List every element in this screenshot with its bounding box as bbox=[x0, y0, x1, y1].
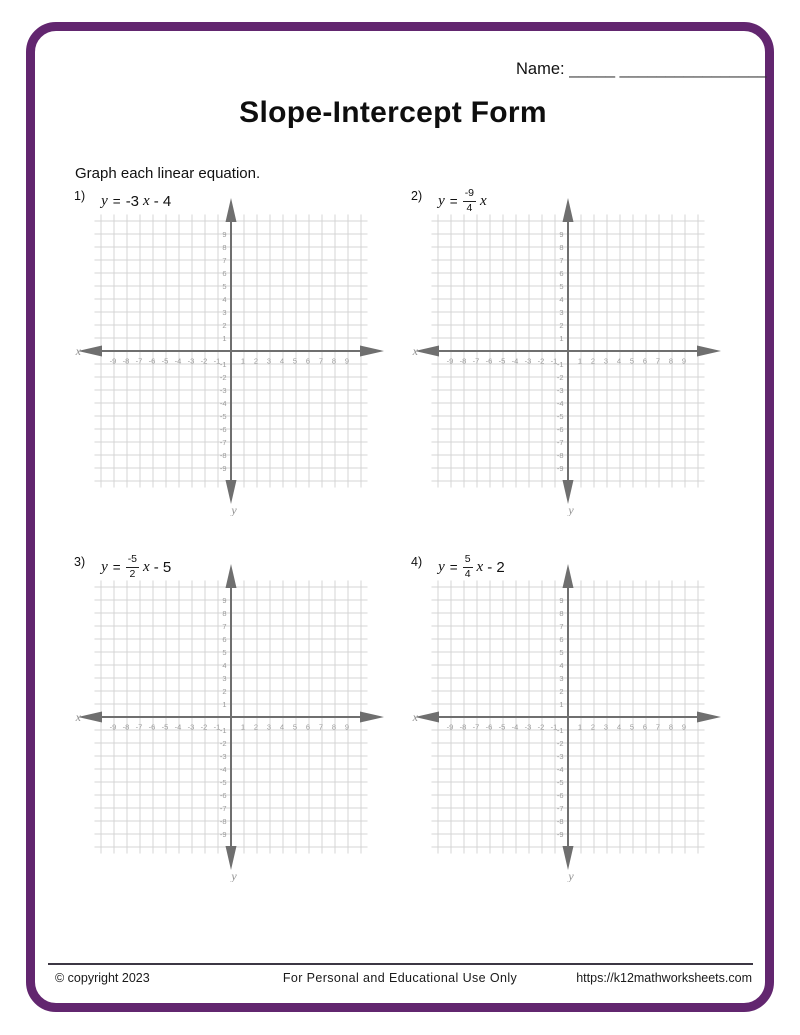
y-tick-label: -6 bbox=[556, 790, 564, 800]
x-tick-label: -5 bbox=[161, 722, 169, 732]
y-tick-label: 6 bbox=[559, 634, 564, 644]
x-tick-label: 9 bbox=[681, 722, 687, 732]
equation-variable: x bbox=[143, 192, 150, 209]
y-tick-label: 6 bbox=[559, 268, 564, 278]
y-tick-label: -1 bbox=[556, 725, 564, 735]
y-tick-label: 1 bbox=[222, 333, 227, 343]
x-tick-label: 4 bbox=[616, 722, 622, 732]
copyright-text: © copyright 2023 bbox=[55, 971, 150, 985]
y-tick-label: -8 bbox=[556, 450, 564, 460]
equation bbox=[101, 186, 171, 216]
x-tick-label: -8 bbox=[459, 356, 467, 366]
equation-lhs: y bbox=[101, 192, 108, 209]
x-tick-label: -6 bbox=[485, 356, 493, 366]
equation-lhs: y bbox=[101, 558, 108, 575]
x-tick-label: 8 bbox=[331, 356, 337, 366]
x-tick-label: 3 bbox=[266, 722, 272, 732]
x-tick-label: -9 bbox=[446, 356, 454, 366]
coordinate-grid bbox=[66, 186, 396, 516]
axis-arrowhead bbox=[415, 346, 439, 357]
x-tick-label: 4 bbox=[279, 722, 285, 732]
problem-block bbox=[403, 186, 733, 516]
equation-constant: - 4 bbox=[153, 192, 172, 210]
y-axis-letter: y bbox=[231, 869, 237, 882]
equation-row bbox=[74, 552, 171, 582]
problem-number: 4) bbox=[411, 555, 423, 569]
axis-arrowhead bbox=[226, 846, 237, 870]
x-tick-label: 9 bbox=[344, 356, 350, 366]
y-tick-label: -3 bbox=[219, 385, 227, 395]
equation-lhs: y bbox=[438, 192, 445, 209]
y-tick-label: -9 bbox=[556, 829, 564, 839]
y-tick-label: 4 bbox=[559, 294, 564, 304]
y-tick-label: -5 bbox=[219, 777, 227, 787]
equation bbox=[438, 186, 487, 216]
equation-variable: x bbox=[480, 192, 487, 209]
x-tick-label: -3 bbox=[524, 356, 532, 366]
x-tick-label: 2 bbox=[253, 722, 259, 732]
y-tick-label: 4 bbox=[559, 660, 564, 670]
problem-number: 1) bbox=[74, 189, 86, 203]
axis-arrowhead bbox=[697, 346, 721, 357]
x-axis-letter: x bbox=[75, 710, 81, 724]
x-tick-label: -4 bbox=[511, 722, 519, 732]
y-tick-label: 4 bbox=[222, 660, 227, 670]
x-tick-label: -3 bbox=[524, 722, 532, 732]
y-tick-label: 7 bbox=[559, 621, 564, 631]
x-tick-label: 5 bbox=[292, 722, 298, 732]
equation bbox=[101, 552, 171, 582]
x-tick-label: -2 bbox=[537, 356, 545, 366]
x-tick-label: -2 bbox=[200, 722, 208, 732]
x-tick-label: -5 bbox=[498, 356, 506, 366]
y-tick-label: 3 bbox=[559, 307, 564, 317]
y-tick-label: -2 bbox=[219, 738, 227, 748]
y-tick-label: -8 bbox=[219, 816, 227, 826]
coefficient-fraction bbox=[463, 554, 473, 579]
instruction-text: Graph each linear equation. bbox=[75, 165, 261, 182]
x-axis-letter: x bbox=[412, 344, 418, 358]
x-tick-label: 8 bbox=[668, 722, 674, 732]
x-tick-label: -4 bbox=[174, 356, 182, 366]
x-tick-label: -2 bbox=[537, 722, 545, 732]
y-tick-label: 6 bbox=[222, 634, 227, 644]
y-tick-label: -9 bbox=[219, 463, 227, 473]
x-tick-label: 9 bbox=[681, 356, 687, 366]
equation-row bbox=[411, 186, 487, 216]
x-tick-label: 5 bbox=[292, 356, 298, 366]
x-tick-label: 8 bbox=[331, 722, 337, 732]
x-tick-label: 5 bbox=[629, 356, 635, 366]
x-tick-label: -5 bbox=[498, 722, 506, 732]
x-tick-label: 1 bbox=[577, 356, 583, 366]
problem-number: 2) bbox=[411, 189, 423, 203]
y-tick-label: -5 bbox=[219, 411, 227, 421]
problem-number: 3) bbox=[74, 555, 86, 569]
y-tick-label: 3 bbox=[222, 673, 227, 683]
axis-arrowhead bbox=[563, 846, 574, 870]
x-tick-label: -1 bbox=[213, 722, 221, 732]
axis-arrowhead bbox=[415, 712, 439, 723]
x-tick-label: 4 bbox=[279, 356, 285, 366]
x-tick-label: 7 bbox=[318, 356, 324, 366]
y-tick-label: -9 bbox=[219, 829, 227, 839]
y-tick-label: 3 bbox=[222, 307, 227, 317]
y-tick-label: -6 bbox=[219, 424, 227, 434]
x-tick-label: -7 bbox=[472, 722, 480, 732]
axis-arrowhead bbox=[78, 712, 102, 723]
x-tick-label: 3 bbox=[603, 356, 609, 366]
x-tick-label: 2 bbox=[590, 722, 596, 732]
equation bbox=[438, 552, 505, 582]
fraction-numerator: 5 bbox=[463, 554, 473, 567]
equation-constant: - 5 bbox=[153, 558, 172, 576]
y-tick-label: 3 bbox=[559, 673, 564, 683]
x-tick-label: 1 bbox=[577, 722, 583, 732]
y-tick-label: -7 bbox=[219, 437, 227, 447]
coefficient-fraction bbox=[126, 554, 139, 579]
y-tick-label: -4 bbox=[219, 764, 227, 774]
x-tick-label: -6 bbox=[485, 722, 493, 732]
y-tick-label: -3 bbox=[219, 751, 227, 761]
x-tick-label: 6 bbox=[642, 722, 648, 732]
y-tick-label: 5 bbox=[222, 281, 227, 291]
axis-arrowhead bbox=[563, 480, 574, 504]
x-tick-label: -9 bbox=[109, 722, 117, 732]
equation-row bbox=[411, 552, 505, 582]
y-tick-label: -2 bbox=[556, 738, 564, 748]
x-tick-label: -4 bbox=[511, 356, 519, 366]
equation-constant: - 2 bbox=[487, 558, 505, 576]
x-tick-label: 3 bbox=[603, 722, 609, 732]
y-tick-label: 9 bbox=[559, 229, 564, 239]
name-blank-line: _____ ________________ bbox=[569, 60, 767, 78]
coordinate-grid bbox=[403, 186, 733, 516]
usage-text: For Personal and Educational Use Only bbox=[282, 971, 518, 985]
y-tick-label: -4 bbox=[556, 764, 564, 774]
y-tick-label: 6 bbox=[222, 268, 227, 278]
y-tick-label: -4 bbox=[556, 398, 564, 408]
y-tick-label: -5 bbox=[556, 411, 564, 421]
x-tick-label: -1 bbox=[550, 722, 558, 732]
x-tick-label: -1 bbox=[213, 356, 221, 366]
y-tick-label: -4 bbox=[219, 398, 227, 408]
equation-variable: x bbox=[143, 558, 150, 575]
axis-arrowhead bbox=[78, 346, 102, 357]
x-tick-label: -7 bbox=[472, 356, 480, 366]
y-tick-label: -9 bbox=[556, 463, 564, 473]
page-title: Slope-Intercept Form bbox=[239, 96, 547, 129]
x-tick-label: 9 bbox=[344, 722, 350, 732]
x-tick-label: -2 bbox=[200, 356, 208, 366]
y-tick-label: -2 bbox=[556, 372, 564, 382]
y-tick-label: 7 bbox=[559, 255, 564, 265]
problem-block bbox=[66, 186, 396, 516]
y-axis-letter: y bbox=[568, 503, 574, 516]
x-tick-label: 7 bbox=[655, 356, 661, 366]
website-url: https://k12mathworksheets.com bbox=[576, 971, 752, 985]
x-tick-label: -9 bbox=[446, 722, 454, 732]
name-row bbox=[516, 60, 767, 79]
x-tick-label: -7 bbox=[135, 722, 143, 732]
coefficient: -3 bbox=[125, 192, 140, 210]
y-tick-label: -3 bbox=[556, 385, 564, 395]
y-tick-label: -8 bbox=[219, 450, 227, 460]
y-tick-label: -2 bbox=[219, 372, 227, 382]
y-tick-label: -5 bbox=[556, 777, 564, 787]
y-tick-label: -1 bbox=[219, 359, 227, 369]
x-tick-label: 6 bbox=[642, 356, 648, 366]
y-tick-label: 2 bbox=[222, 320, 227, 330]
y-tick-label: 8 bbox=[559, 608, 564, 618]
x-tick-label: -8 bbox=[459, 722, 467, 732]
y-tick-label: 2 bbox=[559, 320, 564, 330]
x-tick-label: 4 bbox=[616, 356, 622, 366]
x-tick-label: -5 bbox=[161, 356, 169, 366]
y-tick-label: 7 bbox=[222, 255, 227, 265]
y-axis-letter: y bbox=[568, 869, 574, 882]
x-tick-label: -3 bbox=[187, 356, 195, 366]
equation-relation: = bbox=[112, 193, 121, 209]
x-tick-label: 8 bbox=[668, 356, 674, 366]
x-tick-label: 7 bbox=[318, 722, 324, 732]
y-tick-label: -1 bbox=[556, 359, 564, 369]
y-tick-label: -7 bbox=[556, 437, 564, 447]
x-tick-label: -3 bbox=[187, 722, 195, 732]
y-tick-label: -8 bbox=[556, 816, 564, 826]
y-tick-label: 9 bbox=[222, 229, 227, 239]
axis-arrowhead bbox=[360, 346, 384, 357]
y-tick-label: 9 bbox=[222, 595, 227, 605]
y-tick-label: 2 bbox=[222, 686, 227, 696]
fraction-denominator: 2 bbox=[129, 567, 136, 580]
coordinate-grid bbox=[66, 552, 396, 882]
x-tick-label: 2 bbox=[590, 356, 596, 366]
equation-relation: = bbox=[449, 193, 458, 209]
x-tick-label: 6 bbox=[305, 722, 311, 732]
equation-variable: x bbox=[476, 558, 484, 575]
y-tick-label: -1 bbox=[219, 725, 227, 735]
y-tick-label: -7 bbox=[219, 803, 227, 813]
coefficient-fraction bbox=[463, 188, 476, 213]
x-tick-label: -4 bbox=[174, 722, 182, 732]
x-tick-label: -8 bbox=[122, 722, 130, 732]
y-tick-label: 1 bbox=[559, 699, 564, 709]
axis-arrowhead bbox=[360, 712, 384, 723]
x-tick-label: 6 bbox=[305, 356, 311, 366]
y-tick-label: 4 bbox=[222, 294, 227, 304]
axis-arrowhead bbox=[226, 480, 237, 504]
fraction-denominator: 4 bbox=[464, 567, 471, 580]
y-tick-label: 8 bbox=[222, 242, 227, 252]
x-tick-label: 1 bbox=[240, 722, 246, 732]
fraction-numerator: -9 bbox=[463, 188, 476, 201]
y-axis-letter: y bbox=[231, 503, 237, 516]
x-tick-label: 2 bbox=[253, 356, 259, 366]
axis-arrowhead bbox=[697, 712, 721, 723]
y-tick-label: 8 bbox=[222, 608, 227, 618]
x-tick-label: -6 bbox=[148, 356, 156, 366]
y-tick-label: 5 bbox=[559, 281, 564, 291]
y-tick-label: 1 bbox=[222, 699, 227, 709]
y-tick-label: 9 bbox=[559, 595, 564, 605]
equation-row bbox=[74, 186, 171, 216]
x-tick-label: -8 bbox=[122, 356, 130, 366]
x-tick-label: -1 bbox=[550, 356, 558, 366]
x-tick-label: -6 bbox=[148, 722, 156, 732]
coordinate-grid bbox=[403, 552, 733, 882]
x-tick-label: 1 bbox=[240, 356, 246, 366]
x-tick-label: -7 bbox=[135, 356, 143, 366]
fraction-numerator: -5 bbox=[126, 554, 139, 567]
axis-arrowhead bbox=[226, 198, 237, 222]
x-tick-label: -9 bbox=[109, 356, 117, 366]
axis-arrowhead bbox=[563, 564, 574, 588]
axis-arrowhead bbox=[226, 564, 237, 588]
x-axis-letter: x bbox=[75, 344, 81, 358]
fraction-denominator: 4 bbox=[466, 201, 473, 214]
x-axis-letter: x bbox=[412, 710, 418, 724]
footer-divider bbox=[48, 963, 753, 965]
equation-relation: = bbox=[449, 559, 458, 575]
equation-lhs: y bbox=[438, 558, 445, 575]
y-tick-label: 7 bbox=[222, 621, 227, 631]
x-tick-label: 5 bbox=[629, 722, 635, 732]
y-tick-label: 2 bbox=[559, 686, 564, 696]
y-tick-label: -7 bbox=[556, 803, 564, 813]
x-tick-label: 7 bbox=[655, 722, 661, 732]
y-tick-label: 1 bbox=[559, 333, 564, 343]
y-tick-label: -6 bbox=[556, 424, 564, 434]
y-tick-label: -6 bbox=[219, 790, 227, 800]
y-tick-label: 5 bbox=[222, 647, 227, 657]
name-label: Name: bbox=[516, 60, 565, 78]
axis-arrowhead bbox=[563, 198, 574, 222]
equation-relation: = bbox=[112, 559, 121, 575]
problem-block bbox=[66, 552, 396, 882]
x-tick-label: 3 bbox=[266, 356, 272, 366]
y-tick-label: 5 bbox=[559, 647, 564, 657]
problem-block bbox=[403, 552, 733, 882]
y-tick-label: 8 bbox=[559, 242, 564, 252]
y-tick-label: -3 bbox=[556, 751, 564, 761]
